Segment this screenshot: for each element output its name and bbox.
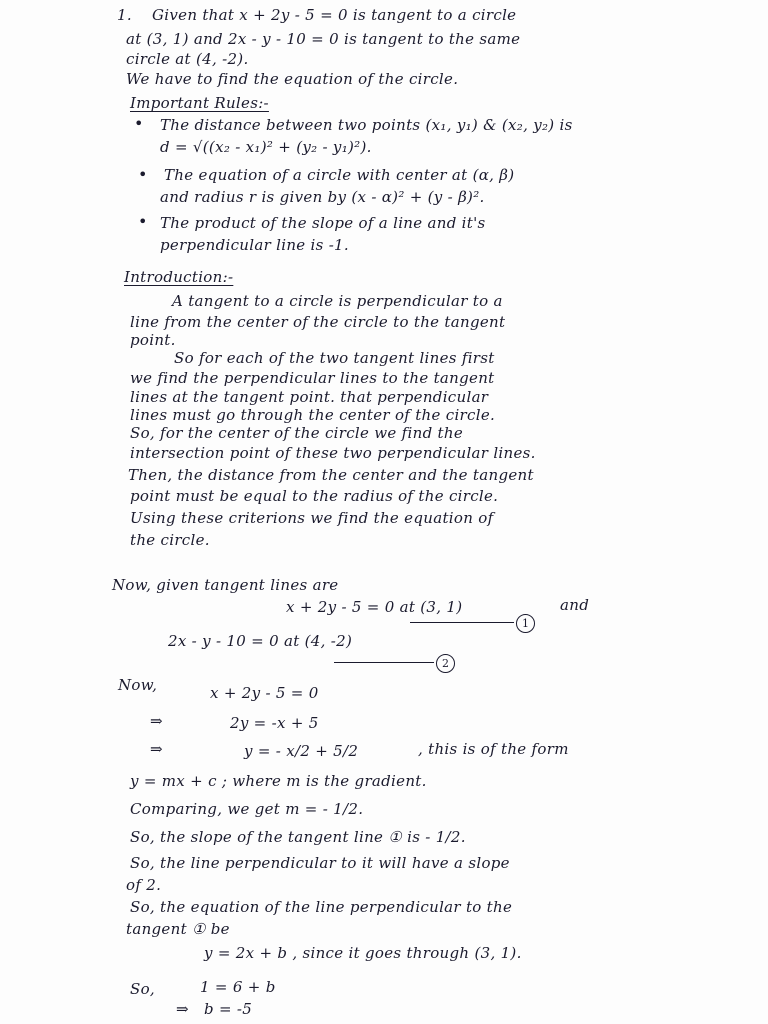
step-rearranged: 2y = -x + 5 bbox=[230, 714, 319, 732]
tangent-slope-line: So, the slope of the tangent line ① is - 1/2. bbox=[130, 828, 466, 846]
intro-heading: Introduction:- bbox=[124, 268, 234, 286]
problem-line-1: Given that x + 2y - 5 = 0 is tangent to a circle bbox=[152, 6, 517, 24]
tangent-equation-1: x + 2y - 5 = 0 at (3, 1) bbox=[286, 598, 463, 616]
problem-line-4: We have to find the equation of the circle. bbox=[126, 70, 459, 88]
rule-1-line-1: The distance between two points (x₁, y₁) & (x₂, y₂) is bbox=[160, 116, 573, 134]
rule-2-line-1: The equation of a circle with center at (α, β) bbox=[164, 166, 515, 184]
perpendicular-line-equation: y = 2x + b , since it goes through (3, 1). bbox=[204, 944, 522, 962]
equation-tag-2: 2 bbox=[436, 654, 455, 673]
implies-arrow: ⇒ bbox=[150, 712, 163, 730]
equation-tag-1: 1 bbox=[516, 614, 535, 633]
intro-line: we find the perpendicular lines to the tangent bbox=[130, 369, 495, 387]
problem-number: 1. bbox=[117, 6, 132, 24]
rule-2-line-2: and radius r is given by (x - α)² + (y - β)². bbox=[160, 188, 485, 206]
rules-heading: Important Rules:- bbox=[130, 94, 269, 112]
underline-equation-1 bbox=[410, 622, 514, 623]
given-lines-intro: Now, given tangent lines are bbox=[112, 576, 339, 594]
and-word: and bbox=[560, 596, 590, 614]
intro-line: point must be equal to the radius of the circle. bbox=[130, 487, 499, 505]
step-equation: x + 2y - 5 = 0 bbox=[210, 684, 319, 702]
bullet-2: • bbox=[138, 165, 148, 184]
substitution-step: 1 = 6 + b bbox=[200, 978, 276, 996]
intro-line: So for each of the two tangent lines first bbox=[174, 349, 495, 367]
slope-intercept-form: y = mx + c ; where m is the gradient. bbox=[130, 772, 427, 790]
problem-line-2: at (3, 1) and 2x - y - 10 = 0 is tangent to the same bbox=[126, 30, 521, 48]
intro-line: point. bbox=[130, 331, 176, 349]
bullet-1: • bbox=[134, 114, 144, 133]
intro-line: lines must go through the center of the circle. bbox=[130, 406, 496, 424]
now-label: Now, bbox=[118, 676, 158, 694]
comparing-line: Comparing, we get m = - 1/2. bbox=[130, 800, 364, 818]
step-solved-y: y = - x/2 + 5/2 bbox=[244, 742, 359, 760]
intro-line: So, for the center of the circle we find the bbox=[130, 424, 464, 442]
implies-arrow: ⇒ bbox=[176, 1000, 189, 1018]
rule-3-line-2: perpendicular line is -1. bbox=[160, 236, 349, 254]
intro-line: Using these criterions we find the equation of bbox=[130, 509, 494, 527]
intro-line: lines at the tangent point. that perpendicular bbox=[130, 388, 489, 406]
intro-line: intersection point of these two perpendicular lines. bbox=[130, 444, 536, 462]
intro-line: A tangent to a circle is perpendicular to a bbox=[172, 292, 503, 310]
so-label: So, bbox=[130, 980, 155, 998]
intro-line: Then, the distance from the center and the tangent bbox=[128, 466, 534, 484]
tangent-equation-2: 2x - y - 10 = 0 at (4, -2) bbox=[168, 632, 353, 650]
perpendicular-equation-line-2: tangent ① be bbox=[126, 920, 230, 938]
b-value: b = -5 bbox=[204, 1000, 253, 1018]
form-note: , this is of the form bbox=[418, 740, 569, 758]
rule-1-line-2: d = √((x₂ - x₁)² + (y₂ - y₁)²). bbox=[160, 138, 372, 156]
rule-3-line-1: The product of the slope of a line and it's bbox=[160, 214, 486, 232]
perpendicular-slope-line-1: So, the line perpendicular to it will have a slope bbox=[130, 854, 510, 872]
perpendicular-slope-line-2: of 2. bbox=[126, 876, 162, 894]
perpendicular-equation-line-1: So, the equation of the line perpendicular to the bbox=[130, 898, 513, 916]
bullet-3: • bbox=[138, 212, 148, 231]
underline-equation-2 bbox=[334, 662, 434, 663]
implies-arrow: ⇒ bbox=[150, 740, 163, 758]
intro-line: line from the center of the circle to the tangent bbox=[130, 313, 506, 331]
intro-line: the circle. bbox=[130, 531, 210, 549]
problem-line-3: circle at (4, -2). bbox=[126, 50, 249, 68]
